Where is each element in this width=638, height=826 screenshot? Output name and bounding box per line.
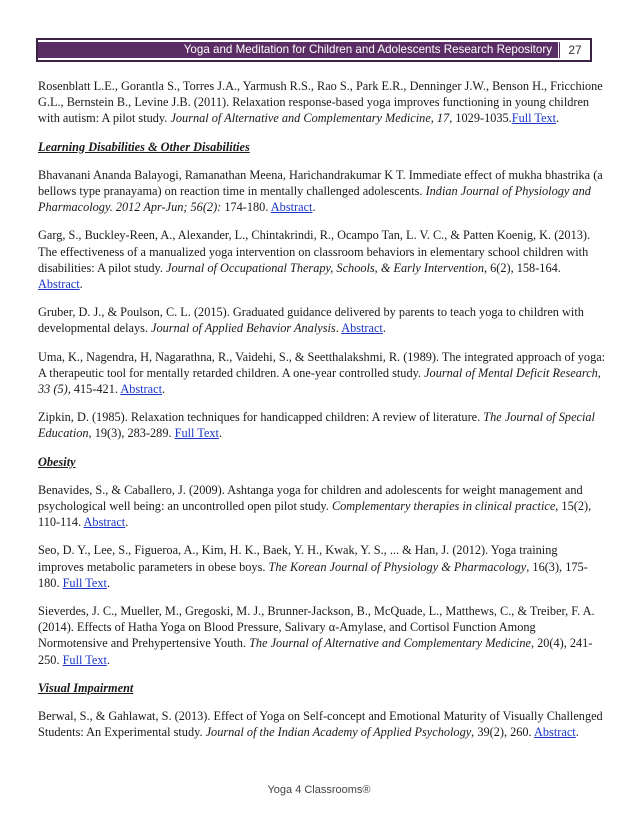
section-heading: Learning Disabilities & Other Disabilities xyxy=(38,139,250,154)
reference-entry: Berwal, S., & Gahlawat, S. (2013). Effect of Yoga on Self-concept and Emotional Maturity of Visually Challenged Students: An Experimental study. Journal of the Indian Academy of Applied Psychology, 39(2), 260. Abstract. xyxy=(38,709,603,740)
reference-entry: Uma, K., Nagendra, H, Nagarathna, R., Vaidehi, S., & Seetthalakshmi, R. (1989). The integrated approach of yoga: A therapeutic tool for mentally retarded children. A one-year controlled study. Journal of Mental Deficit Research, 33 (5), 415-421. Abstract. xyxy=(38,349,606,397)
abstract-link[interactable]: Abstract xyxy=(38,277,80,292)
reference-entry: Sieverdes, J. C., Mueller, M., Gregoski, M. J., Brunner-Jackson, B., McQuade, L., Matthews, C., & Treiber, F. A. (2014). Effects of Hatha Yoga on Blood Pressure, Salivary α-Amylase, and Cortisol Function Among Normotensive and Prehypertensive Youth. The Journal of Alternative and Complementary Medicine, 20(4), 241-250. Full Text. xyxy=(38,604,595,667)
page-number: 27 xyxy=(559,42,590,58)
reference-entry: Bhavanani Ananda Balayogi, Ramanathan Meena, Harichandrakumar K T. Immediate effect of mukha bhastrika (a bellows type pranayama) on reaction time in mentally challenged adolescents. Indian Journal of Physiology and Pharmacology. 2012 Apr-Jun; 56(2): 174-180. Abstract. xyxy=(38,167,603,215)
header-title: Yoga and Meditation for Children and Adolescents Research Repository xyxy=(38,42,558,58)
full-text-link[interactable]: Full Text xyxy=(511,111,557,126)
abstract-link[interactable]: Abstract xyxy=(270,200,313,215)
running-header xyxy=(36,38,592,62)
reference-entry: Gruber, D. J., & Poulson, C. L. (2015). Graduated guidance delivered by parents to teach yoga to children with developmental delays. Journal of Applied Behavior Analysis. Abstract. xyxy=(38,305,584,336)
reference-entry: Benavides, S., & Caballero, J. (2009). Ashtanga yoga for children and adolescents for weight management and psychological well being: an uncontrolled open pilot study. Complementary therapies in clinical practice, 15(2), 110-114. Abstract. xyxy=(38,482,592,530)
reference-list xyxy=(38,78,606,753)
reference-entry: Seo, D. Y., Lee, S., Figueroa, A., Kim, H. K., Baek, Y. H., Kwak, Y. S., ... & Han, J. (2012). Yoga training improves metabolic parameters in obese boys. The Korean Journal of Physiology & Pharmacology, 16(3), 175-180. Full Text. xyxy=(38,543,588,590)
full-text-link[interactable]: Full Text xyxy=(174,426,219,441)
section-heading: Visual Impairment xyxy=(38,680,134,695)
section-heading: Obesity xyxy=(38,454,76,469)
abstract-link[interactable]: Abstract xyxy=(341,321,383,336)
reference-entry: Zipkin, D. (1985). Relaxation techniques for handicapped children: A review of literature. The Journal of Special Education, 19(3), 283-289. Full Text. xyxy=(38,410,595,441)
reference-entry: Rosenblatt L.E., Gorantla S., Torres J.A., Yarmush R.S., Rao S., Park E.R., Denninger J.W., Benson H., Fricchione G.L., Bernstein B., Levine J.B. (2011). Relaxation response-based yoga improves functioning in young children with autism: A pilot study. Journal of Alternative and Complementary Medicine, 17, 1029-1035.Full Text. xyxy=(38,79,603,126)
abstract-link[interactable]: Abstract xyxy=(83,515,126,530)
abstract-link[interactable]: Abstract xyxy=(534,725,576,740)
footer: Yoga 4 Classrooms® xyxy=(267,784,371,796)
abstract-link[interactable]: Abstract xyxy=(120,382,162,397)
full-text-link[interactable]: Full Text xyxy=(62,652,107,667)
full-text-link[interactable]: Full Text xyxy=(62,575,107,590)
reference-entry: Garg, S., Buckley-Reen, A., Alexander, L., Chintakrindi, R., Ocampo Tan, L. V. C., & Patten Koenig, K. (2013). The effectiveness of a manualized yoga intervention on classroom behaviors in elementary school children with disabilities: A pilot study. Journal of Occupational Therapy, Schools, & Early Intervention, 6(2), 158-164. Abstract. xyxy=(38,228,591,292)
